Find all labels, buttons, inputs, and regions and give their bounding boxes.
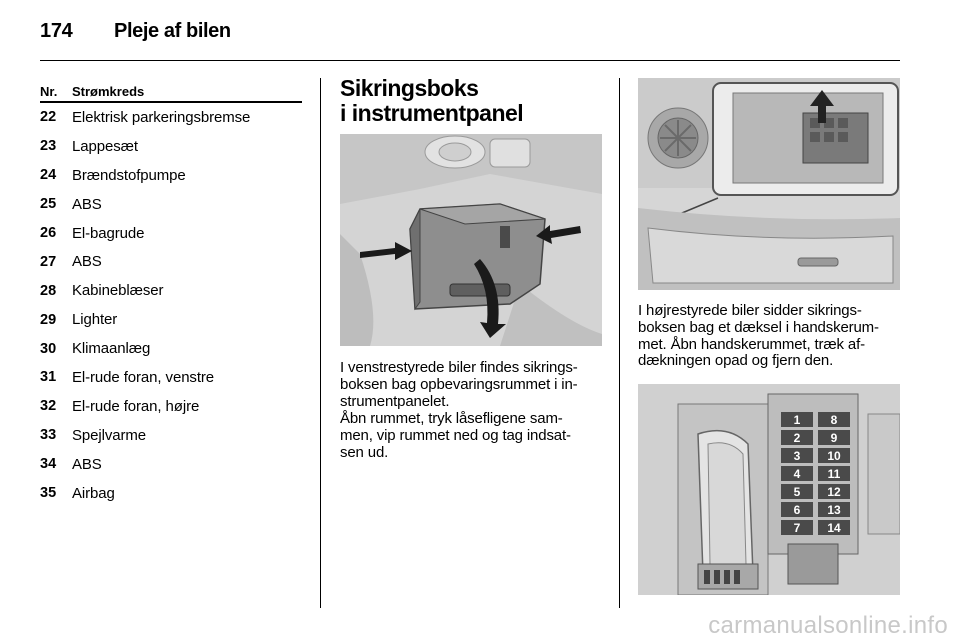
paragraph-line: dækningen opad og fjern den.	[638, 352, 834, 370]
circuit-number: 28	[40, 282, 57, 299]
column-divider	[619, 78, 620, 608]
circuit-number: 27	[40, 253, 57, 270]
fuse-number-label: 1	[793, 413, 801, 427]
table-row	[40, 276, 302, 305]
circuit-name: El-rude foran, højre	[72, 397, 200, 415]
fusebox-illustration	[638, 384, 900, 595]
fuse-number-label: 8	[830, 413, 838, 427]
circuit-number: 33	[40, 427, 57, 444]
circuit-name: Elektrisk parkeringsbremse	[72, 108, 251, 126]
circuit-name: Brændstofpumpe	[72, 166, 186, 184]
paragraph-line: Åbn rummet, tryk låsefligene sam-	[340, 410, 563, 427]
fuse-number-label: 12	[827, 485, 841, 499]
table-row	[40, 334, 302, 363]
circuit-name: ABS	[72, 195, 102, 213]
page-number: 174	[40, 20, 73, 42]
paragraph-line: met. Åbn handskerummet, træk af-	[638, 335, 865, 353]
fuse-number-label: 10	[827, 449, 841, 463]
circuit-number: 29	[40, 311, 57, 328]
rhd-glovebox-illustration	[638, 78, 900, 290]
circuit-name: Klimaanlæg	[72, 340, 151, 358]
fuse-number-label: 7	[793, 521, 801, 535]
lhd-location-paragraph	[340, 360, 578, 410]
header-rule	[40, 60, 900, 61]
paragraph-line: sen ud.	[340, 443, 389, 461]
lhd-removal-paragraph	[340, 411, 571, 461]
circuit-number: 31	[40, 369, 57, 386]
table-row	[40, 479, 302, 508]
fuse-number-label: 11	[827, 467, 841, 481]
circuit-name: Lighter	[72, 311, 118, 329]
paragraph-line: I venstrestyrede biler findes sikrings-	[340, 359, 578, 376]
section-title	[340, 76, 523, 126]
paragraph-line: boksen bag et dæksel i handskerum-	[638, 318, 879, 336]
header-nr: Nr.	[40, 84, 58, 99]
header-circuit: Strømkreds	[72, 84, 145, 99]
table-row	[40, 219, 302, 248]
circuit-number: 24	[40, 167, 57, 184]
column-divider	[320, 78, 321, 608]
circuit-name: El-rude foran, venstre	[72, 368, 215, 386]
page-title: Pleje af bilen	[114, 20, 231, 42]
circuit-name: ABS	[72, 253, 102, 271]
circuit-table	[40, 82, 302, 507]
circuit-name: Lappesæt	[72, 137, 138, 155]
table-body	[40, 103, 302, 507]
circuit-number: 30	[40, 340, 57, 357]
table-row	[40, 392, 302, 421]
circuit-number: 34	[40, 456, 57, 473]
table-row	[40, 103, 302, 132]
circuit-number: 32	[40, 398, 57, 415]
table-header	[40, 82, 302, 103]
paragraph-line: strumentpanelet.	[340, 392, 450, 410]
fuse-number-label: 4	[793, 467, 801, 481]
circuit-name: ABS	[72, 455, 102, 473]
circuit-number: 23	[40, 138, 57, 155]
fuse-number-label: 6	[793, 503, 801, 517]
table-row	[40, 305, 302, 334]
watermark: carmanualsonline.info	[708, 612, 948, 639]
circuit-name: Kabineblæser	[72, 282, 164, 300]
circuit-number: 22	[40, 109, 57, 126]
fuse-number-label: 3	[793, 449, 801, 463]
paragraph-line: men, vip rummet ned og tag indsat-	[340, 426, 571, 444]
circuit-number: 25	[40, 196, 57, 213]
table-row	[40, 161, 302, 190]
fuse-number-label: 2	[793, 431, 801, 445]
fuse-number-label: 9	[830, 431, 838, 445]
circuit-name: El-bagrude	[72, 224, 145, 242]
fuse-number-label: 14	[827, 521, 841, 535]
paragraph-line: I højrestyrede biler sidder sikrings-	[638, 302, 862, 319]
circuit-number: 26	[40, 225, 57, 241]
rhd-location-paragraph	[638, 303, 879, 370]
page-header	[40, 20, 231, 46]
table-row	[40, 450, 302, 479]
circuit-name: Spejlvarme	[72, 426, 147, 444]
fuse-number-label: 13	[827, 503, 841, 517]
circuit-name: Airbag	[72, 484, 115, 502]
fuse-number-label: 5	[793, 485, 801, 499]
table-row	[40, 421, 302, 450]
paragraph-line: boksen bag opbevaringsrummet i in-	[340, 375, 578, 393]
circuit-number: 35	[40, 485, 57, 502]
table-row	[40, 247, 302, 276]
lhd-storage-illustration	[340, 134, 602, 346]
table-row	[40, 363, 302, 392]
table-row	[40, 190, 302, 219]
section-title-line: i instrumentpanel	[340, 100, 524, 126]
section-title-line: Sikringsboks	[340, 75, 479, 101]
table-row	[40, 132, 302, 161]
